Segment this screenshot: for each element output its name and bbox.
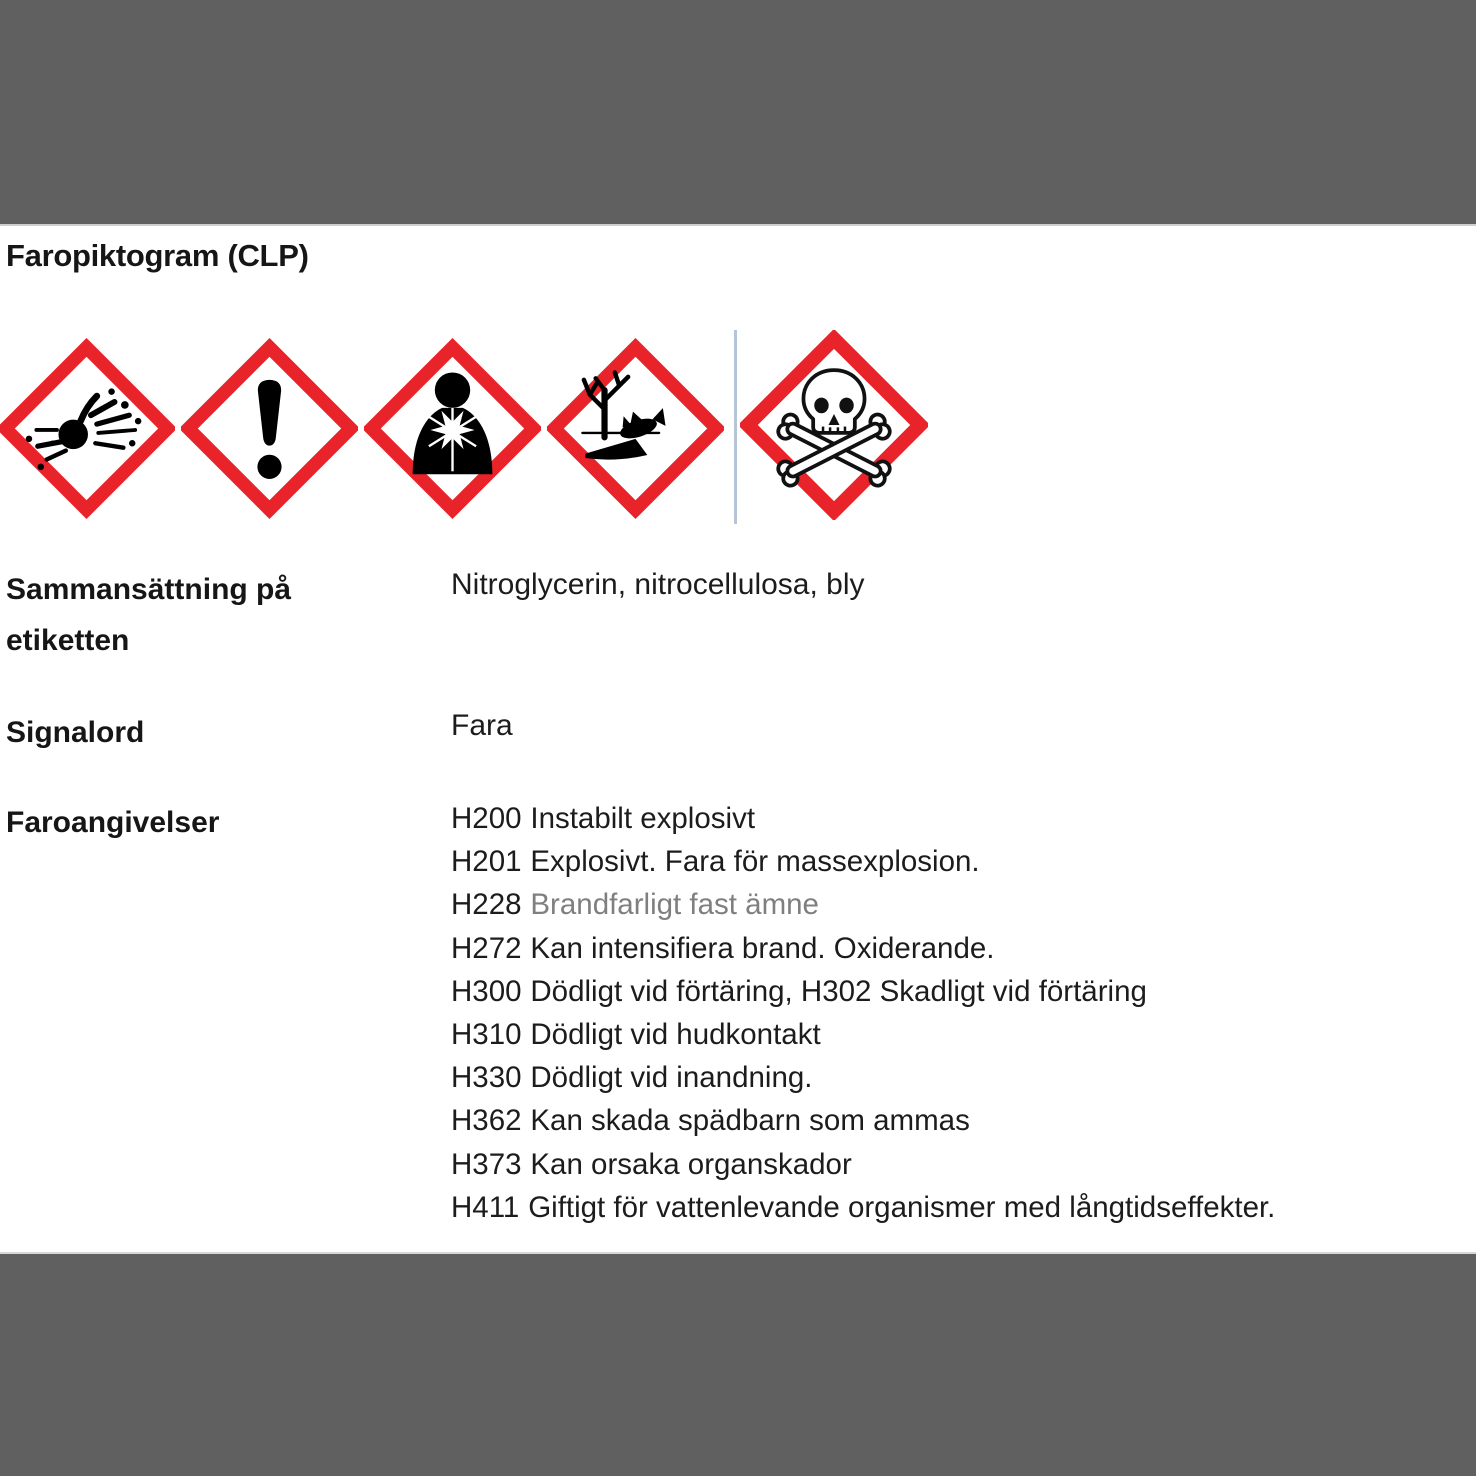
hazard-text: Kan intensifiera brand. Oxiderande.: [530, 931, 995, 965]
hazard-code: H228: [451, 888, 522, 922]
hazard-statement-h362: [451, 1099, 1275, 1142]
skull-crossbones-icon: [740, 330, 928, 520]
hazard-text: Dödligt vid hudkontakt: [530, 1018, 821, 1052]
hazard-text: Explosivt. Fara för massexplosion.: [530, 845, 980, 879]
hazard-statement-h373: [451, 1143, 1275, 1186]
hazard-text: Brandfarligt fast ämne: [530, 888, 819, 922]
hazard-statement-h200: [451, 797, 1275, 840]
hazard-code: H362: [451, 1104, 522, 1138]
hazard-code: H201: [451, 845, 522, 879]
composition-label: Sammansättning på etiketten: [6, 573, 292, 657]
hazard-text: Dödligt vid inandning.: [530, 1061, 813, 1095]
hazard-code: H272: [451, 931, 522, 965]
hazard-text: Giftigt för vattenlevande organismer med långtidseffekter.: [528, 1190, 1276, 1224]
hazard-statement-h228: [451, 883, 1275, 926]
hazard-statements-list: [451, 797, 1275, 1229]
hazard-text: Kan skada spädbarn som ammas: [530, 1104, 970, 1138]
environment-hazard-icon: [547, 336, 724, 521]
hazard-code: H411: [451, 1190, 520, 1224]
hazard-code: H200: [451, 802, 522, 835]
exploding-bomb-icon: [0, 336, 175, 521]
hazard-code: H373: [451, 1147, 522, 1181]
hazard-statements-label: Faroangivelser: [6, 806, 220, 839]
hazard-statement-h330: [451, 1056, 1275, 1099]
signal-word-label: Signalord: [6, 716, 145, 749]
hazard-text: Instabilt explosivt: [530, 802, 756, 835]
hazard-statement-h310: [451, 1013, 1275, 1056]
top-gray-band: [0, 0, 1476, 226]
page-title: Faropiktogram (CLP): [6, 238, 309, 273]
exclamation-mark-icon: [181, 336, 358, 521]
bottom-gray-band: [0, 1252, 1476, 1476]
health-hazard-icon: [364, 336, 541, 521]
hazard-statement-h411: [451, 1186, 1275, 1229]
pictogram-separator-line: [734, 330, 737, 524]
hazard-code: H330: [451, 1061, 522, 1095]
hazard-statement-h272: [451, 927, 1275, 970]
hazard-statement-h201: [451, 840, 1275, 883]
signal-word-value: Fara: [451, 709, 513, 742]
hazard-statement-h300: [451, 970, 1275, 1013]
hazard-text: Dödligt vid förtäring, H302 Skadligt vid förtäring: [530, 974, 1147, 1008]
composition-value: Nitroglycerin, nitrocellulosa, bly: [451, 568, 865, 601]
hazard-text: Kan orsaka organskador: [530, 1147, 852, 1181]
hazard-code: H310: [451, 1018, 522, 1052]
hazard-code: H300: [451, 974, 522, 1008]
